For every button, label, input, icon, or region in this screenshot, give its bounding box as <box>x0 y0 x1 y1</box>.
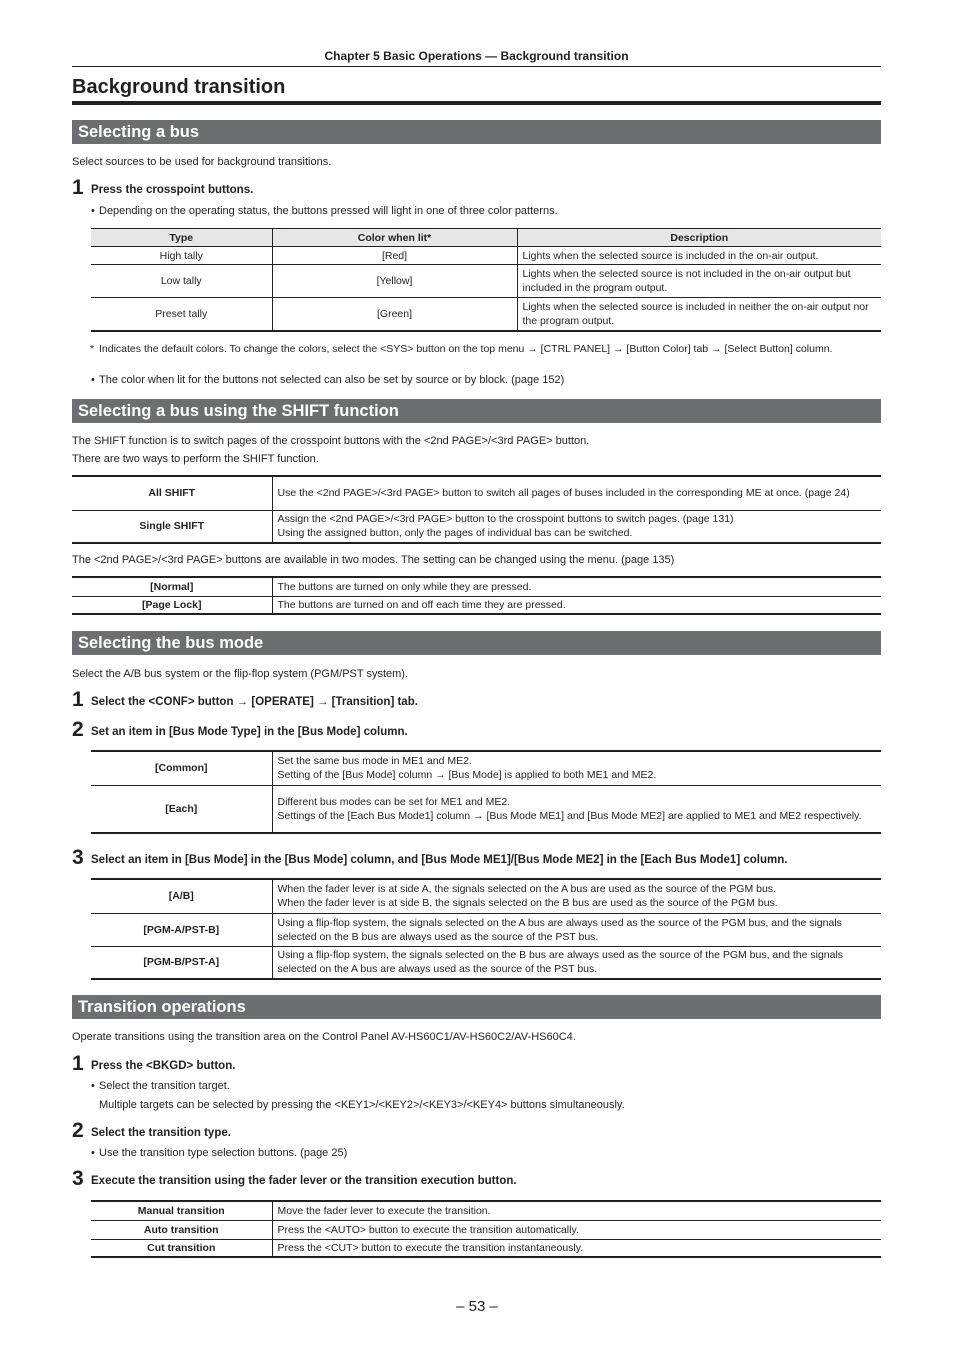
bullet-item: • Select the transition target. <box>91 1080 230 1092</box>
table-row <box>72 510 881 543</box>
table-row <box>91 1239 881 1257</box>
table-cell-key: [PGM-B/PST-A] <box>91 946 272 979</box>
page-number: – 53 – <box>456 1298 498 1315</box>
running-header: Chapter 5 Basic Operations — Background transition <box>324 49 629 63</box>
table-cell: Low tally <box>91 265 272 298</box>
table-cell: High tally <box>91 247 272 265</box>
table-cell: Assign the <2nd PAGE>/<3rd PAGE> button to the crosspoint buttons to switch pages. (page 131) Using the assigned button, only the pages of individual bas can be switched. <box>277 513 734 540</box>
shift-mode-table <box>72 475 881 544</box>
section-heading-transition-operations: Transition operations <box>72 995 881 1019</box>
transition-type-table <box>91 1200 881 1258</box>
table-cell-key: Auto transition <box>91 1220 272 1239</box>
table-cell: The buttons are turned on and off each time they are pressed. <box>277 598 566 611</box>
table-cell: Using a flip-flop system, the signals selected on the A bus are always used as the source of the PGM bus, and the signals selected on the B bus are always used as the source of the PST bus. <box>277 916 842 943</box>
body-text: The <2nd PAGE>/<3rd PAGE> buttons are available in two modes. The setting can be changed using the menu. (page 135) <box>72 554 675 566</box>
table-row <box>91 785 881 833</box>
table-row <box>72 577 881 596</box>
table-row <box>91 751 881 785</box>
table-cell-key: [Common] <box>91 751 272 785</box>
table-cell-key: Single SHIFT <box>72 510 272 543</box>
table-cell-key: [Each] <box>91 785 272 833</box>
bullet-item: • Depending on the operating status, the buttons pressed will light in one of three color patterns. <box>91 205 558 217</box>
step-number: 2 <box>72 718 84 741</box>
table-row <box>91 1201 881 1220</box>
table-row <box>91 879 881 913</box>
section-intro: Select sources to be used for background transitions. <box>72 156 332 168</box>
table-row <box>91 265 881 298</box>
section-heading-selecting-a-bus: Selecting a bus <box>72 120 881 144</box>
table-cell-key: All SHIFT <box>72 476 272 510</box>
step-number: 2 <box>72 1119 84 1142</box>
footnote-marker: * <box>90 343 95 355</box>
table-row <box>72 596 881 614</box>
table-cell: When the fader lever is at side A, the signals selected on the A bus are used as the source of the PGM bus. When the fader lever is at side B, the signals selected on the B bus are used as the source of the PGM bus. <box>277 883 778 910</box>
bullet-item: • The color when lit for the buttons not selected can also be set by source or by block. (page 152) <box>91 374 565 386</box>
table-cell: Set the same bus mode in ME1 and ME2. Setting of the [Bus Mode] column → [Bus Mode] is applied to both ME1 and ME2. <box>277 755 657 782</box>
table-cell: Use the <2nd PAGE>/<3rd PAGE> button to switch all pages of buses included in the corresponding ME at once. (page 24) <box>277 487 850 500</box>
step-number: 3 <box>72 846 84 869</box>
table-row <box>91 1220 881 1239</box>
table-cell: [Yellow] <box>272 265 517 298</box>
table-cell: Lights when the selected source is included in neither the on-air output nor the program output. <box>522 300 869 327</box>
step-number: 3 <box>72 1167 84 1190</box>
step-number: 1 <box>72 688 84 711</box>
table-cell: Press the <AUTO> button to execute the transition automatically. <box>277 1223 579 1236</box>
step-text: Select the transition type. <box>91 1127 231 1139</box>
bus-mode-table <box>91 878 881 980</box>
page-title: Background transition <box>72 76 286 98</box>
table-header: Description <box>517 229 881 247</box>
section-intro: Operate transitions using the transition area on the Control Panel AV-HS60C1/AV-HS60C2/AV-HS60C4. <box>72 1031 576 1043</box>
title-rule <box>72 101 881 105</box>
table-header: Type <box>91 229 272 247</box>
table-cell-key: Cut transition <box>91 1239 272 1257</box>
step-text: Select an item in [Bus Mode] in the [Bus Mode] column, and [Bus Mode ME1]/[Bus Mode ME2] in the [Each Bus Mode1] column. <box>91 854 788 866</box>
table-cell-key: [A/B] <box>91 879 272 913</box>
table-header: Color when lit* <box>272 229 517 247</box>
table-cell: [Red] <box>272 247 517 265</box>
page-mode-table <box>72 576 881 615</box>
table-cell-key: [Normal] <box>72 577 272 596</box>
step-text: Set an item in [Bus Mode Type] in the [Bus Mode] column. <box>91 726 408 738</box>
table-row <box>72 476 881 510</box>
table-cell-key: [PGM-A/PST-B] <box>91 913 272 946</box>
table-cell: Using a flip-flop system, the signals selected on the B bus are always used as the source of the PGM bus, and the signals selected on the A bus are always used as the source of the PST bus. <box>277 949 844 976</box>
table-cell: Press the <CUT> button to execute the transition instantaneously. <box>277 1241 584 1254</box>
step-text: Select the <CONF> button → [OPERATE] → [Transition] tab. <box>91 696 418 708</box>
table-cell: The buttons are turned on only while they are pressed. <box>277 580 532 593</box>
table-row <box>91 298 881 331</box>
step-text: Execute the transition using the fader lever or the transition execution button. <box>91 1175 517 1187</box>
section-intro: There are two ways to perform the SHIFT function. <box>72 453 319 465</box>
table-cell-key: Manual transition <box>91 1201 272 1220</box>
footnote: Indicates the default colors. To change the colors, select the <SYS> button on the top menu → [CTRL PANEL] → [Button Color] tab → [Select Button] column. <box>99 343 833 355</box>
table-cell: Lights when the selected source is not included in the on-air output but included in the program output. <box>522 268 851 294</box>
step-text: Press the crosspoint buttons. <box>91 184 254 196</box>
table-cell: [Green] <box>272 298 517 331</box>
table-cell: Move the fader lever to execute the transition. <box>277 1204 491 1217</box>
tally-color-table <box>91 228 881 332</box>
table-row <box>91 913 881 946</box>
bullet-continuation: Multiple targets can be selected by pressing the <KEY1>/<KEY2>/<KEY3>/<KEY4> buttons simultaneously. <box>99 1099 625 1111</box>
table-cell: Different bus modes can be set for ME1 and ME2. Settings of the [Each Bus Mode1] column → [Bus Mode ME1] and [Bus Mode ME2] are applied to ME1 and ME2 respectively. <box>277 795 862 822</box>
table-cell: Preset tally <box>91 298 272 331</box>
section-heading-shift-function: Selecting a bus using the SHIFT function <box>72 399 881 423</box>
bullet-item: • Use the transition type selection buttons. (page 25) <box>91 1147 348 1159</box>
header-rule <box>72 66 881 67</box>
table-row <box>91 247 881 265</box>
section-heading-bus-mode: Selecting the bus mode <box>72 631 881 655</box>
section-intro: Select the A/B bus system or the flip-flop system (PGM/PST system). <box>72 668 409 680</box>
table-row <box>91 946 881 979</box>
step-number: 1 <box>72 176 84 199</box>
table-cell: Lights when the selected source is included in the on-air output. <box>522 249 819 262</box>
step-number: 1 <box>72 1052 84 1075</box>
section-intro: The SHIFT function is to switch pages of the crosspoint buttons with the <2nd PAGE>/<3rd PAGE> button. <box>72 435 590 447</box>
bus-mode-type-table <box>91 750 881 834</box>
step-text: Press the <BKGD> button. <box>91 1060 236 1072</box>
table-cell-key: [Page Lock] <box>72 596 272 614</box>
